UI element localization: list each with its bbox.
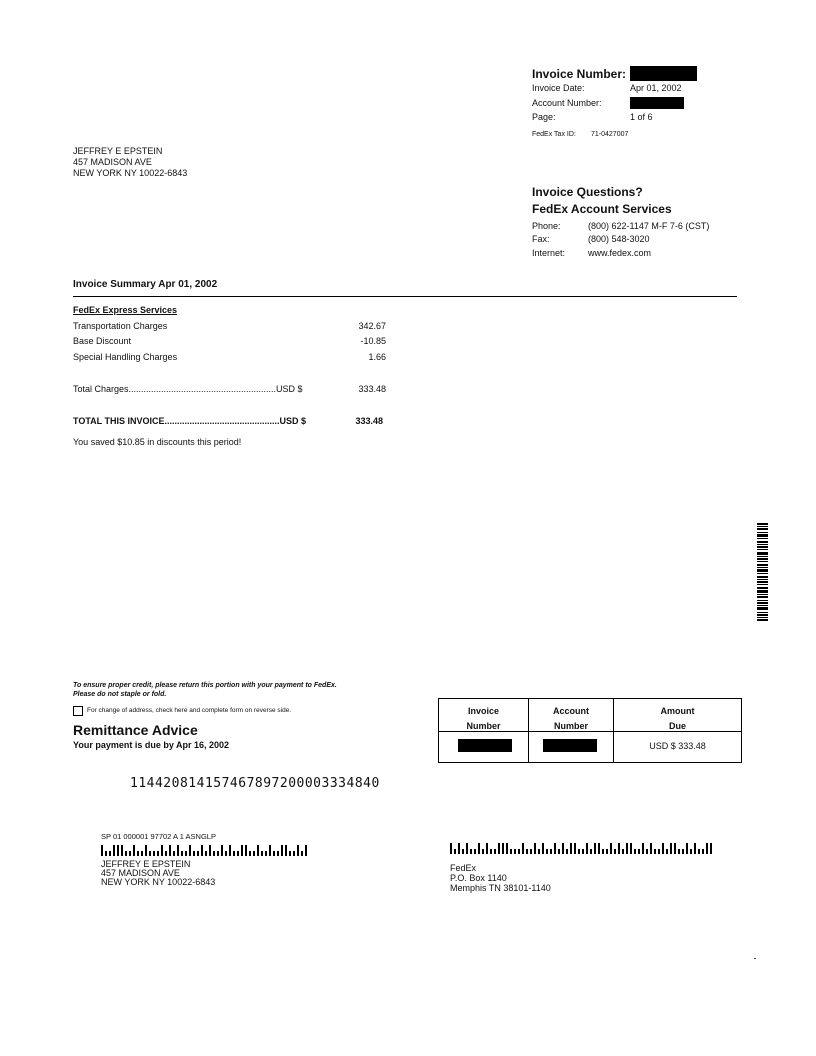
- total-charges-amount: 333.48: [358, 384, 386, 394]
- line-label-base-discount: Base Discount: [73, 336, 132, 346]
- col-account-number-header: Account Number: [553, 706, 589, 731]
- recipient-address: [73, 146, 187, 179]
- remit-instruction-2: Please do not staple or fold.: [73, 691, 167, 698]
- questions-title: Invoice Questions?: [532, 185, 643, 199]
- total-charges-label: Total Charges...........................................................USD $: [73, 384, 303, 394]
- account-number-label: Account Number:: [532, 98, 602, 108]
- remit-sender-street: 457 MADISON AVE: [101, 868, 180, 878]
- payee-postal-barcode: [450, 843, 712, 854]
- remit-sender-name: JEFFREY E EPSTEIN: [101, 859, 191, 869]
- col-invoice-number-header: Invoice Number: [466, 706, 501, 731]
- payee-address: [450, 863, 551, 893]
- line-amount-base-discount: -10.85: [360, 336, 386, 346]
- page-label: Page:: [532, 112, 556, 122]
- due-note: Your payment is due by Apr 16, 2002: [73, 740, 230, 750]
- remit-instruction-1: To ensure proper credit, please return this portion with your payment to FedEx.: [73, 682, 337, 689]
- col-amount-due-header: Amount Due: [660, 706, 695, 731]
- invoice-date-label: Invoice Date:: [532, 83, 585, 93]
- recipient-street: 457 MADISON AVE: [73, 157, 152, 167]
- account-number-redaction: [630, 97, 684, 109]
- page-value: 1 of 6: [630, 112, 653, 122]
- internet-value[interactable]: www.fedex.com: [588, 248, 652, 258]
- summary-divider: [73, 296, 737, 297]
- invoice-number-redaction: [630, 66, 697, 81]
- payee-street: P.O. Box 1140: [450, 873, 507, 883]
- payee-city: Memphis TN 38101-1140: [450, 883, 551, 893]
- remittance-title: Remittance Advice: [73, 722, 198, 738]
- recipient-name: JEFFREY E EPSTEIN: [73, 146, 163, 156]
- internet-label: Internet:: [532, 248, 566, 258]
- remit-sender-city: NEW YORK NY 10022-6843: [101, 877, 216, 887]
- mail-code: SP 01 000001 97702 A 1 ASNGLP: [101, 832, 216, 841]
- line-label-transportation: Transportation Charges: [73, 321, 168, 331]
- invoice-number-label: Invoice Number:: [532, 67, 627, 81]
- address-change-label: For change of address, check here and complete form on reverse side.: [87, 707, 292, 714]
- side-barcode: [757, 523, 768, 622]
- amount-due-value: USD $ 333.48: [649, 741, 706, 751]
- recipient-postal-barcode: [101, 845, 307, 856]
- ocr-scanline: 114420814157467897200003334840: [130, 776, 380, 791]
- payee-name: FedEx: [450, 863, 477, 873]
- phone-value: (800) 622-1147 M-F 7-6 (CST): [588, 221, 710, 231]
- remittance-table: [438, 698, 742, 763]
- line-amount-transportation: 342.67: [358, 321, 386, 331]
- fax-label: Fax:: [532, 234, 550, 244]
- questions-subtitle: FedEx Account Services: [532, 202, 672, 216]
- remit-sender-address: [101, 860, 215, 887]
- line-amount-special-handling: 1.66: [368, 352, 386, 362]
- corner-mark: [754, 958, 756, 959]
- recipient-city: NEW YORK NY 10022-6843: [73, 168, 188, 178]
- summary-title: Invoice Summary Apr 01, 2002: [73, 279, 218, 290]
- section-title: FedEx Express Services: [73, 305, 178, 315]
- tax-id-label: FedEx Tax ID:: [532, 131, 576, 138]
- address-change-checkbox[interactable]: [73, 706, 83, 716]
- fax-value: (800) 548-3020: [588, 234, 650, 244]
- invoice-number-cell-redaction: [458, 739, 512, 752]
- invoice-date-value: Apr 01, 2002: [630, 83, 682, 93]
- line-label-special-handling: Special Handling Charges: [73, 352, 178, 362]
- savings-note: You saved $10.85 in discounts this period!: [73, 437, 242, 447]
- total-invoice-amount: 333.48: [355, 416, 383, 426]
- account-number-cell-redaction: [543, 739, 597, 752]
- phone-label: Phone:: [532, 221, 561, 231]
- tax-id-value: 71-0427007: [591, 131, 629, 138]
- total-invoice-label: TOTAL THIS INVOICE..............................................USD $: [73, 416, 307, 426]
